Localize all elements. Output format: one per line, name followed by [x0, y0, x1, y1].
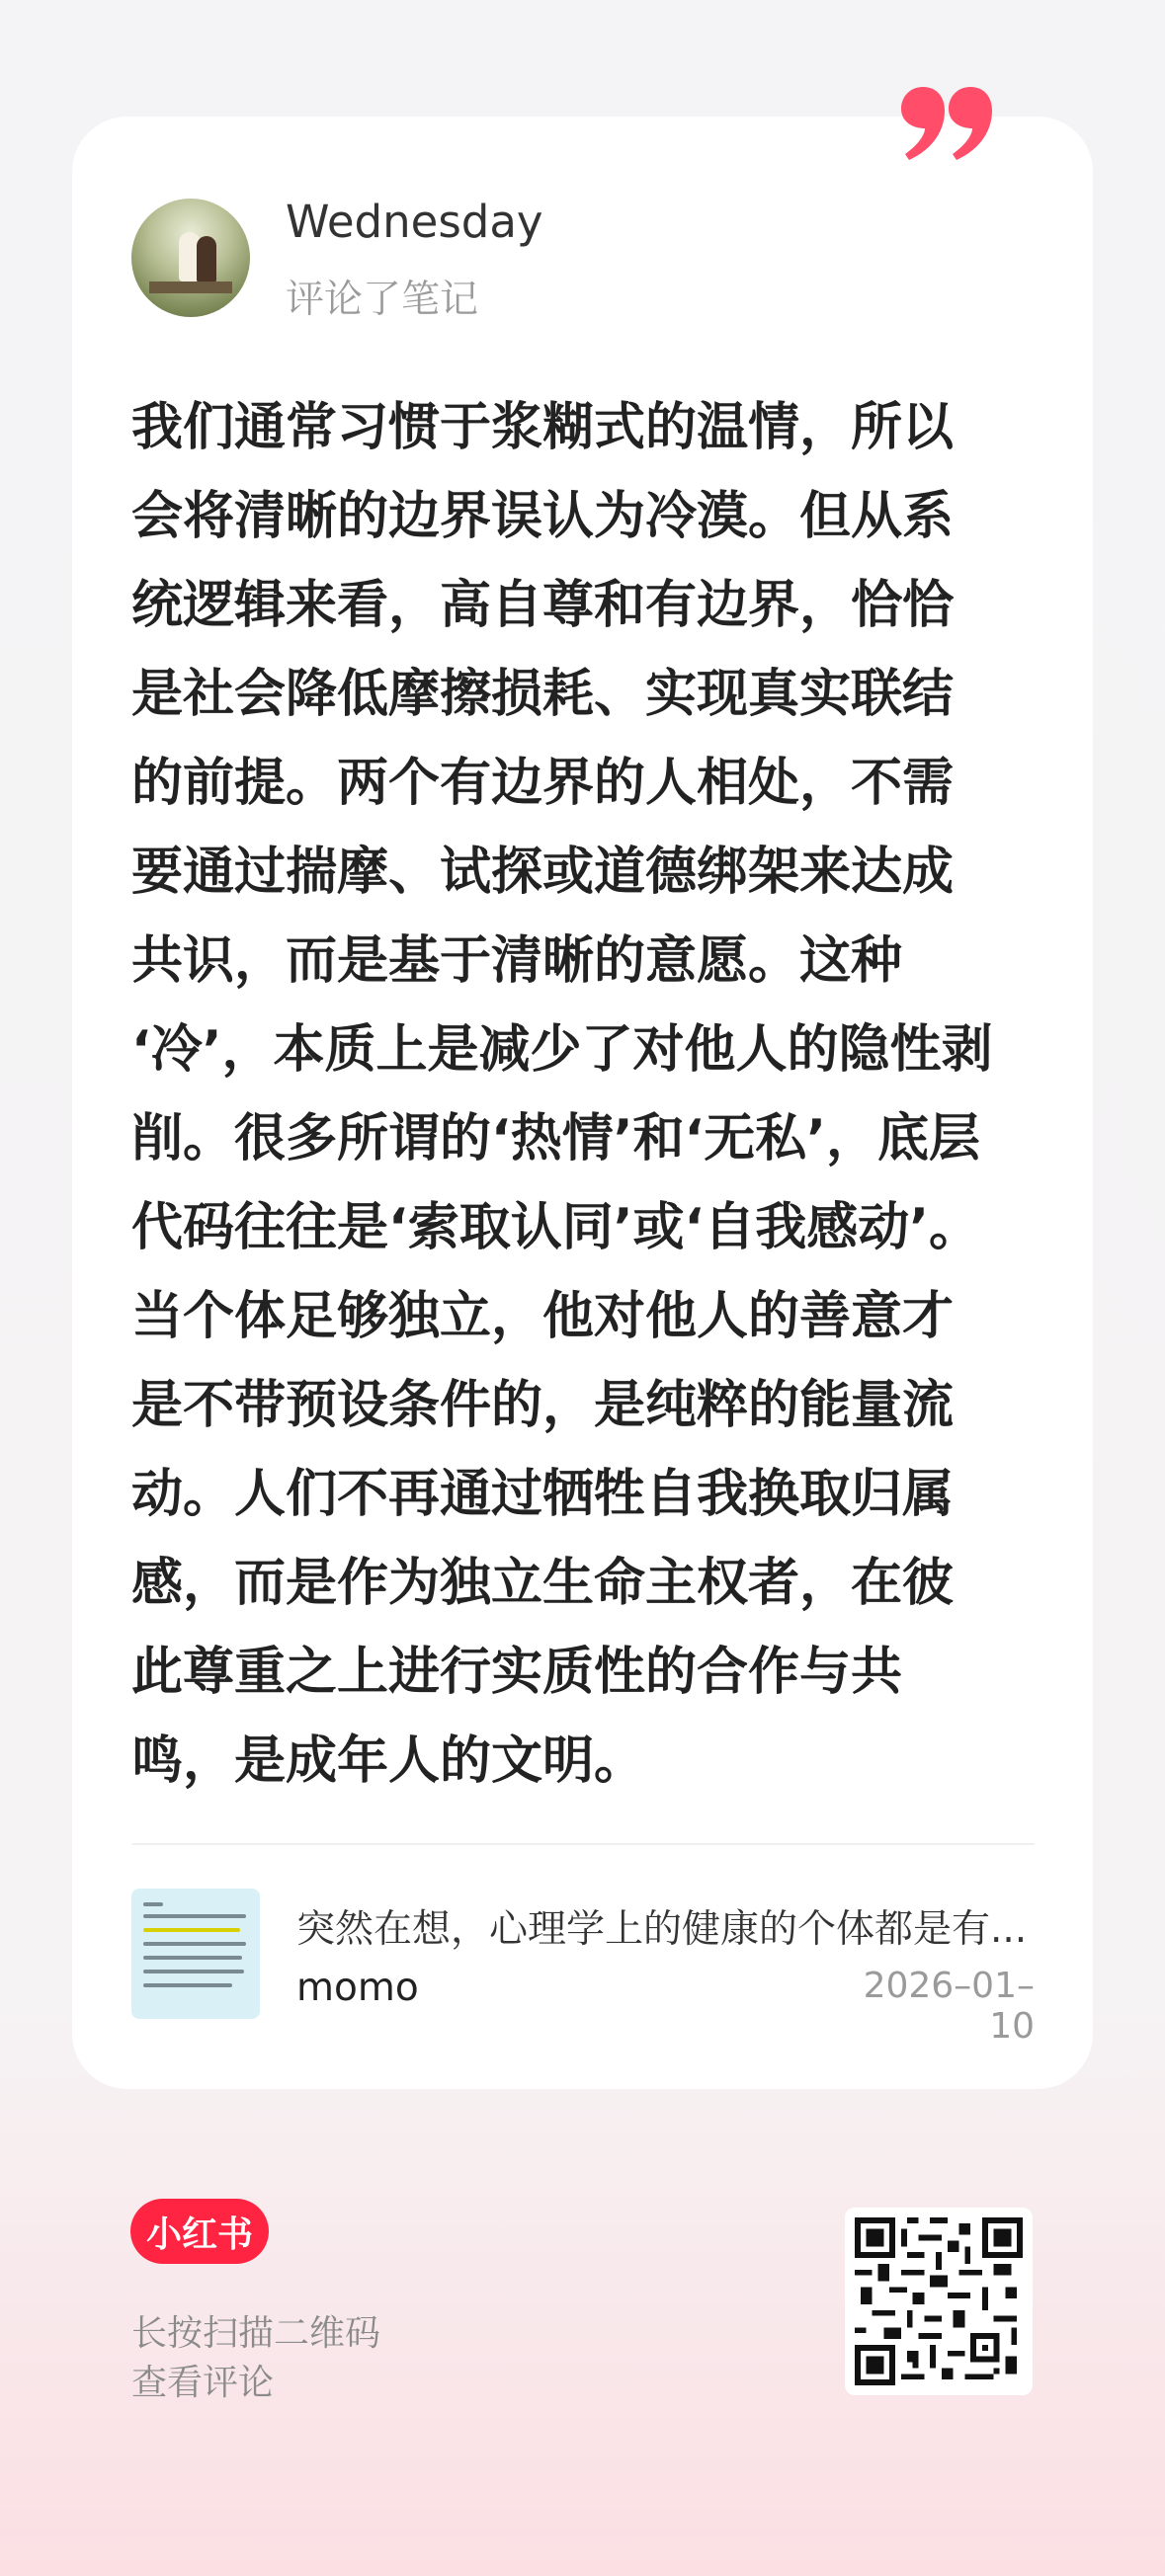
- xiaohongshu-logo: 小红书: [130, 2199, 269, 2264]
- avatar-figure: [197, 236, 216, 283]
- username[interactable]: Wednesday: [286, 196, 543, 248]
- divider: [131, 1843, 1035, 1845]
- thumbnail-text-line: [143, 1914, 246, 1918]
- comment-text: 我们通常习惯于浆糊式的温情，所以 会将清晰的边界误认为冷漠。但从系 统逻辑来看，高自尊和有边界，恰恰 是社会降低摩擦损耗、实现真实联结 的前提。两个有边界的人相处，不需 要通过揣摩、试探或道德绑架来达成 共识，而是基于清晰的意愿。这种 ‘冷’，本质上是减少了对他人的隐性剥 削。很多所谓的‘热情’和‘无私’，底层 代码往往是‘索取认同’或‘自我感动’。 当个体足够独立，他对他人的善意才 是不带预设条件的，是纯粹的能量流 动。人们不再通过牺牲自我换取归属 感，而是作为独立生命主权者，在彼 此尊重之上进行实质性的合作与共 鸣，是成年人的文明。: [131, 398, 993, 1791]
- thumbnail-text-line: [143, 1970, 244, 1973]
- scan-hint: 长按扫描二维码: [131, 2313, 381, 2354]
- qr-code[interactable]: [845, 2208, 1033, 2395]
- thumbnail-text-line: [143, 1983, 232, 1987]
- thumbnail-text-line: [143, 1928, 240, 1932]
- avatar-bench: [149, 282, 232, 293]
- thumbnail-text-line: [143, 1956, 242, 1960]
- note-author[interactable]: momo: [296, 1966, 419, 2010]
- comment-action-label: 评论了笔记: [286, 278, 479, 322]
- quote-icon: [901, 87, 1000, 166]
- note-title[interactable]: 突然在想，心理学上的健康的个体都是有...: [296, 1907, 1028, 1952]
- scan-hint-sub: 查看评论: [131, 2363, 275, 2403]
- thumbnail-text-line: [143, 1902, 163, 1906]
- note-thumbnail[interactable]: [131, 1889, 260, 2019]
- thumbnail-text-line: [143, 1942, 246, 1946]
- note-date: 2026–01–10: [863, 1966, 1035, 2047]
- avatar[interactable]: [131, 199, 250, 317]
